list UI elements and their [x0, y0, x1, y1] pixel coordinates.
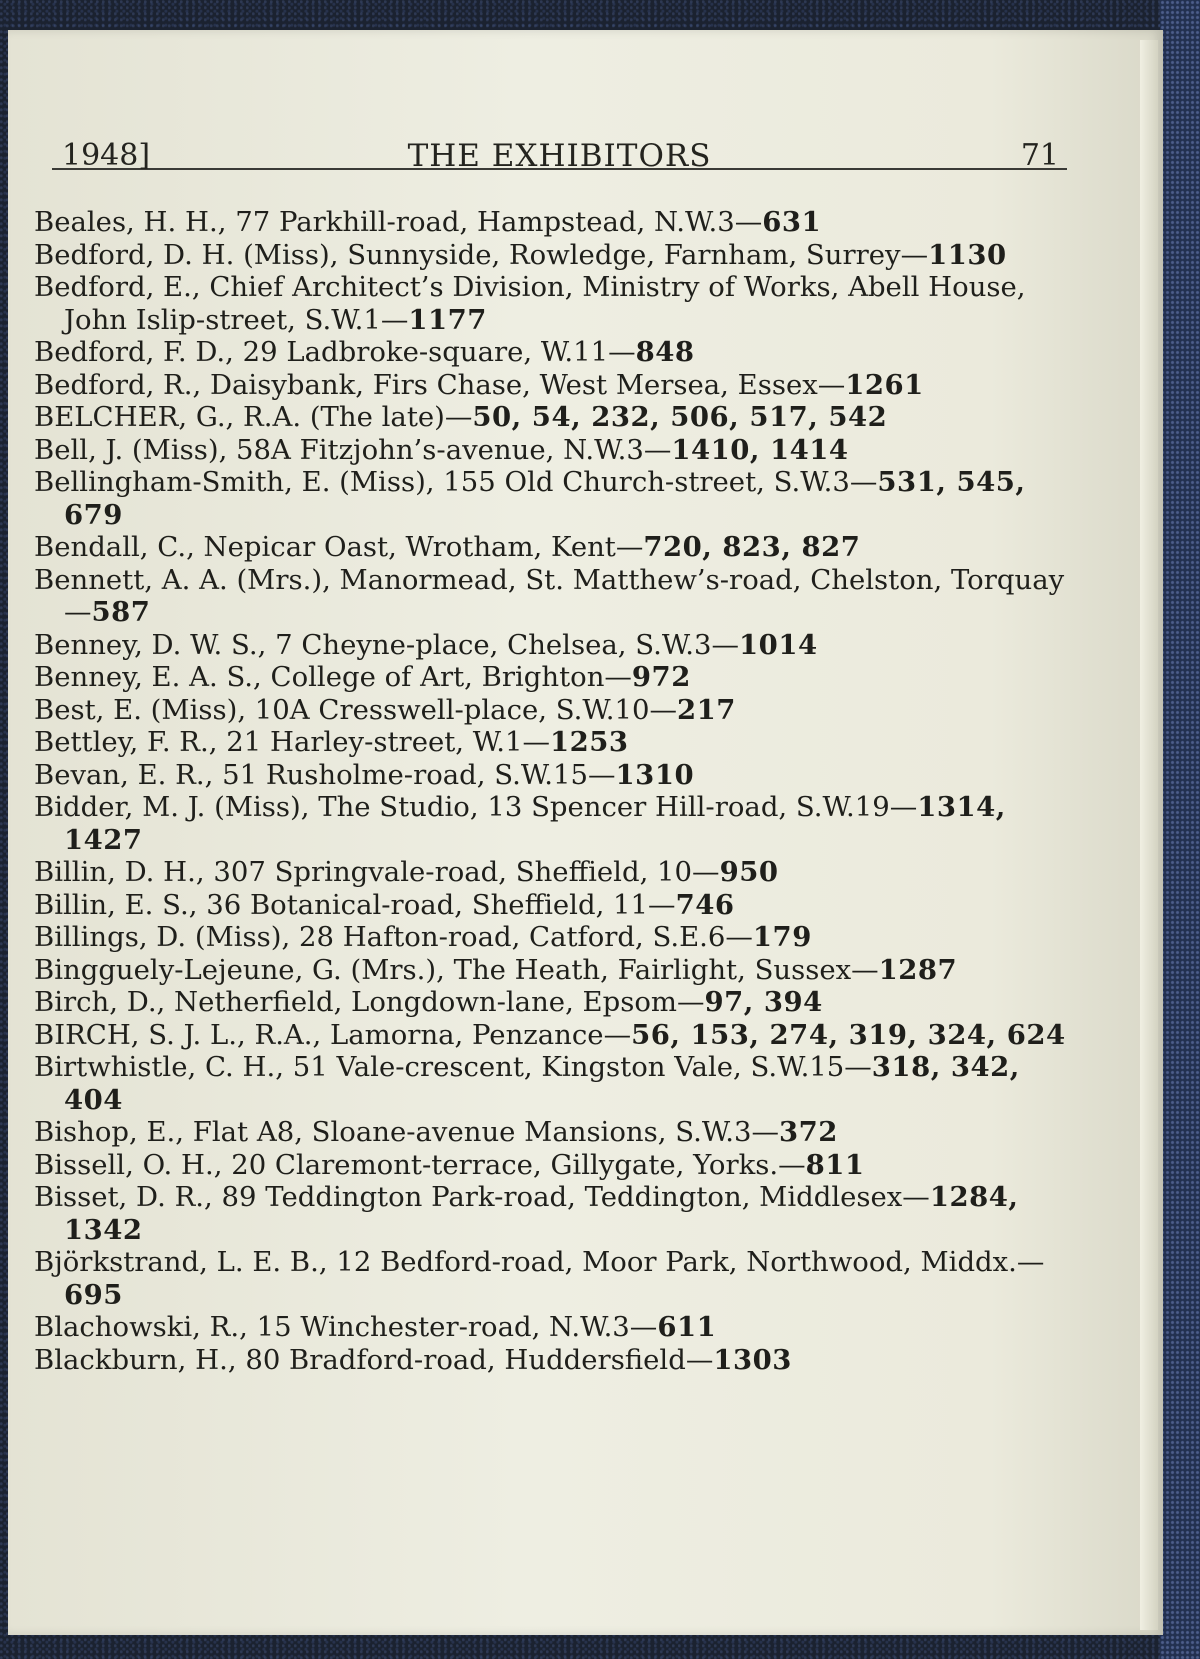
entry-text: BELCHER, G., R.A. (The late)— — [34, 401, 473, 433]
entry-text: Björkstrand, L. E. B., 12 Bedford-road, Moor Park, Northwood, Middx.— — [34, 1246, 1045, 1278]
exhibitor-entry — [34, 434, 1074, 467]
exhibitor-entry — [34, 1051, 1074, 1116]
header-year: 1948] — [62, 138, 151, 173]
entry-text: Benney, D. W. S., 7 Cheyne-place, Chelsea, S.W.3— — [34, 628, 740, 661]
exhibit-numbers: 531, 545, 679 — [64, 466, 1026, 531]
exhibit-numbers: 811 — [805, 1148, 865, 1181]
exhibit-numbers: 950 — [719, 856, 779, 888]
exhibitor-entry — [34, 1311, 1074, 1344]
exhibit-numbers: 1314, 1427 — [64, 791, 1006, 856]
page-number: 71 — [1020, 138, 1059, 173]
exhibit-numbers: 372 — [779, 1116, 838, 1148]
exhibit-numbers: 972 — [631, 661, 691, 693]
exhibit-numbers: 1287 — [878, 953, 958, 986]
entry-text: Benney, E. A. S., College of Art, Brighton— — [34, 661, 632, 693]
exhibit-numbers: 695 — [64, 1278, 123, 1311]
exhibit-numbers: 631 — [762, 206, 822, 238]
exhibit-numbers: 1410, 1414 — [671, 433, 849, 466]
running-header — [52, 108, 1067, 174]
entry-text: Bingguely-Lejeune, G. (Mrs.), The Heath, Fairlight, Sussex— — [34, 953, 879, 986]
entry-text: Bettley, F. R., 21 Harley-street, W.1— — [34, 726, 550, 758]
exhibit-numbers: 1303 — [713, 1343, 792, 1376]
exhibit-numbers: 56, 153, 274, 319, 324, 624 — [631, 1018, 1066, 1051]
entry-text: Bendall, C., Nepicar Oast, Wrotham, Kent— — [34, 531, 644, 563]
exhibit-numbers: 97, 394 — [704, 986, 823, 1018]
entry-text: Blackburn, H., 80 Bradford-road, Huddersfield— — [34, 1343, 714, 1376]
entry-text: BIRCH, S. J. L., R.A., Lamorna, Penzance— — [34, 1018, 632, 1051]
entry-text: Bedford, D. H. (Miss), Sunnyside, Rowledge, Farnham, Surrey— — [34, 238, 929, 271]
entry-text: Bidder, M. J. (Miss), The Studio, 13 Spencer Hill-road, S.W.19— — [34, 791, 918, 823]
exhibit-numbers: 1310 — [615, 758, 695, 791]
entry-text: Birch, D., Netherfield, Longdown-lane, Epsom— — [34, 986, 705, 1018]
exhibitor-entry — [34, 1149, 1074, 1182]
entry-text: Bedford, E., Chief Architect’s Division, Ministry of Works, Abell House, John Islip-street, S.W.1— — [34, 271, 1026, 336]
exhibitor-entry — [34, 856, 1074, 889]
exhibitor-entry — [34, 726, 1074, 759]
exhibitor-list — [34, 206, 1074, 1376]
exhibit-numbers: 318, 342, 404 — [64, 1051, 1020, 1116]
exhibit-numbers: 1014 — [739, 628, 818, 661]
entry-text: Bevan, E. R., 51 Rusholme-road, S.W.15— — [34, 758, 616, 791]
exhibit-numbers: 1253 — [549, 726, 629, 758]
exhibitor-entry — [34, 531, 1074, 564]
exhibit-numbers: 1261 — [845, 368, 924, 401]
exhibitor-entry — [34, 271, 1074, 336]
exhibitor-entry — [34, 1019, 1074, 1052]
exhibitor-entry — [34, 759, 1074, 792]
exhibitor-entry — [34, 466, 1074, 531]
exhibit-numbers: 1177 — [408, 303, 487, 336]
exhibitor-entry — [34, 694, 1074, 727]
exhibitor-entry — [34, 206, 1074, 239]
exhibit-numbers: 720, 823, 827 — [643, 531, 861, 563]
exhibit-numbers: 848 — [635, 336, 695, 368]
entry-text: Bell, J. (Miss), 58A Fitzjohn’s-avenue, N.W.3— — [34, 433, 672, 466]
entry-text: Best, E. (Miss), 10A Cresswell-place, S.W.10— — [34, 693, 678, 726]
exhibitor-entry — [34, 1246, 1074, 1311]
exhibitor-entry — [34, 629, 1074, 662]
entry-text: Blachowski, R., 15 Winchester-road, N.W.3— — [34, 1311, 658, 1343]
exhibitor-entry — [34, 921, 1074, 954]
exhibit-numbers: 179 — [752, 921, 812, 953]
exhibitor-entry — [34, 239, 1074, 272]
entry-text: Bedford, R., Daisybank, Firs Chase, West Mersea, Essex— — [34, 368, 846, 401]
header-title: THE EXHIBITORS — [407, 138, 712, 174]
entry-text: Billin, D. H., 307 Springvale-road, Sheffield, 10— — [34, 856, 720, 888]
exhibit-numbers: 611 — [657, 1311, 717, 1343]
exhibitor-entry — [34, 889, 1074, 922]
exhibitor-entry — [34, 1116, 1074, 1149]
exhibit-numbers: 50, 54, 232, 506, 517, 542 — [472, 401, 888, 433]
entry-text: Bennett, A. A. (Mrs.), Manormead, St. Matthew’s-road, Chelston, Torquay— — [34, 563, 1065, 628]
exhibit-numbers: 587 — [91, 596, 151, 628]
exhibitor-entry — [34, 791, 1074, 856]
exhibit-numbers: 217 — [677, 693, 736, 726]
exhibit-numbers: 746 — [675, 888, 735, 921]
book-cover-edge — [1160, 0, 1200, 1659]
exhibit-numbers: 1284, 1342 — [64, 1181, 1019, 1246]
exhibitor-entry — [34, 401, 1074, 434]
entry-text: Bishop, E., Flat A8, Sloane-avenue Mansions, S.W.3— — [34, 1116, 780, 1148]
exhibitor-entry — [34, 661, 1074, 694]
entry-text: Billings, D. (Miss), 28 Hafton-road, Catford, S.E.6— — [34, 921, 753, 953]
exhibitor-entry — [34, 564, 1074, 629]
entry-text: Bedford, F. D., 29 Ladbroke-square, W.11— — [34, 336, 636, 368]
entry-text: Beales, H. H., 77 Parkhill-road, Hampstead, N.W.3— — [34, 206, 763, 238]
exhibitor-entry — [34, 336, 1074, 369]
entry-text: Bellingham-Smith, E. (Miss), 155 Old Church-street, S.W.3— — [34, 466, 878, 498]
page-edge — [1140, 40, 1158, 1630]
entry-text: Bissell, O. H., 20 Claremont-terrace, Gillygate, Yorks.— — [34, 1148, 806, 1181]
exhibitor-entry — [34, 369, 1074, 402]
exhibitor-entry — [34, 954, 1074, 987]
exhibit-numbers: 1130 — [928, 238, 1007, 271]
exhibitor-entry — [34, 986, 1074, 1019]
entry-text: Billin, E. S., 36 Botanical-road, Sheffield, 11— — [34, 888, 676, 921]
exhibitor-entry — [34, 1181, 1074, 1246]
entry-text: Bisset, D. R., 89 Teddington Park-road, Teddington, Middlesex— — [34, 1181, 930, 1213]
entry-text: Birtwhistle, C. H., 51 Vale-crescent, Kingston Vale, S.W.15— — [34, 1051, 872, 1083]
exhibitor-entry — [34, 1344, 1074, 1377]
